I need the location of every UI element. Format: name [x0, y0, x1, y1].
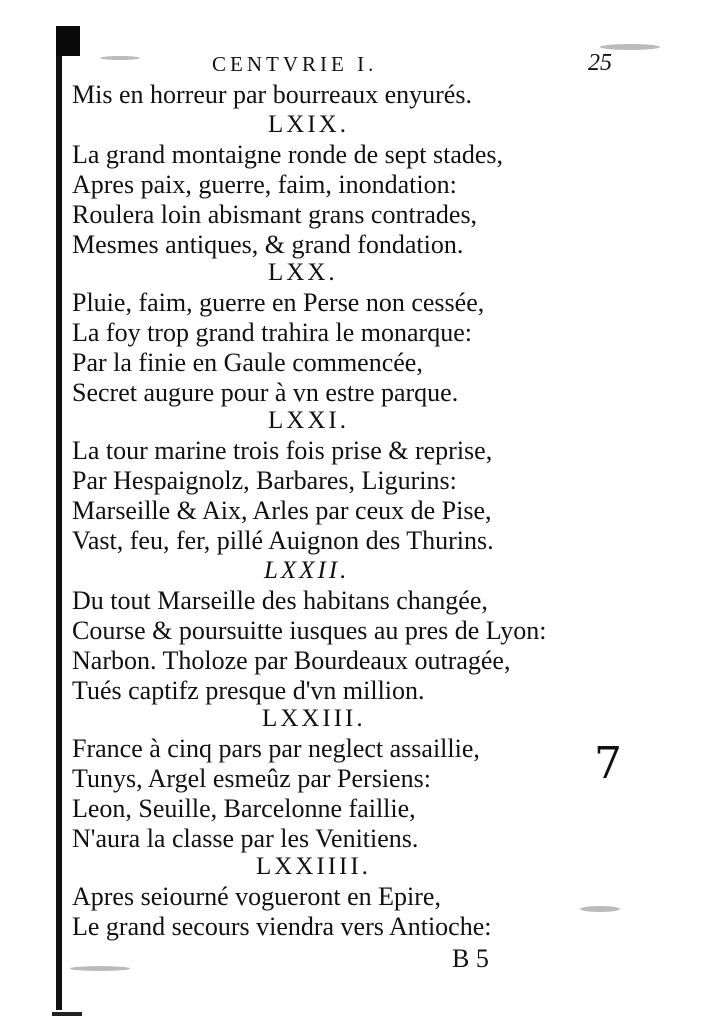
verse-line: Secret augure pour à vn estre parque. [72, 378, 459, 407]
verse-line: France à cinq pars par neglect assaillie, [72, 734, 480, 763]
opening-line: Mis en horreur par bourreaux enyurés. [72, 80, 472, 109]
bottom-corner-mark [52, 1012, 82, 1016]
verse-line: Tunys, Argel esmeûz par Persiens: [72, 764, 431, 793]
ink-smudge [100, 56, 140, 60]
folio-number: 25 [588, 50, 612, 76]
verse-line: Pluie, faim, guerre en Perse non cessée, [72, 288, 485, 317]
running-head: CENTVRIE I. [212, 52, 378, 76]
verse-line: Tués captifz presque d'vn million. [72, 676, 425, 705]
verse-line: La tour marine trois fois prise & reprise, [72, 436, 493, 465]
verse-line: Course & poursuitte iusques au pres de Lyon: [72, 616, 547, 645]
verse-line: Apres seiourné vogueront en Epire, [72, 882, 441, 911]
quatrain-numeral: LXXII. [264, 557, 350, 584]
verse-line: Narbon. Tholoze par Bourdeaux outragée, [72, 646, 511, 675]
verse-line: Roulera loin abismant grans contrades, [72, 200, 478, 229]
page-header [0, 50, 726, 80]
verse-line: Le grand secours viendra vers Antioche: [72, 912, 492, 941]
verse-line: Apres paix, guerre, faim, inondation: [72, 170, 457, 199]
verse-line: Vast, feu, fer, pillé Auignon des Thurins. [72, 526, 494, 555]
signature-mark: B 5 [452, 944, 489, 973]
verse-line: Marseille & Aix, Arles par ceux de Pise, [72, 496, 492, 525]
verse-line: La foy trop grand trahira le monarque: [72, 318, 472, 347]
verse-line: Par la finie en Gaule commencée, [72, 348, 423, 377]
quatrain-numeral: LXX. [268, 259, 338, 286]
ink-smudge [70, 966, 130, 971]
margin-annotation: 7 [594, 738, 622, 789]
ink-smudge [580, 906, 620, 912]
verse-line: Du tout Marseille des habitans changée, [72, 586, 488, 615]
quatrain-numeral: LXXIIII. [256, 853, 371, 880]
verse-line: N'aura la classe par les Venitiens. [72, 824, 419, 853]
quatrain-numeral: LXXIII. [262, 705, 366, 732]
verse-line: Leon, Seuille, Barcelonne faillie, [72, 794, 416, 823]
quatrain-numeral: LXIX. [268, 111, 349, 138]
quatrain-numeral: LXXI. [268, 407, 349, 434]
verse-line: Mesmes antiques, & grand fondation. [72, 230, 464, 259]
ink-smudge [600, 44, 660, 50]
verse-line: Par Hespaignolz, Barbares, Ligurins: [72, 466, 457, 495]
verse-line: La grand montaigne ronde de sept stades, [72, 140, 504, 169]
binding-edge [56, 26, 62, 1010]
